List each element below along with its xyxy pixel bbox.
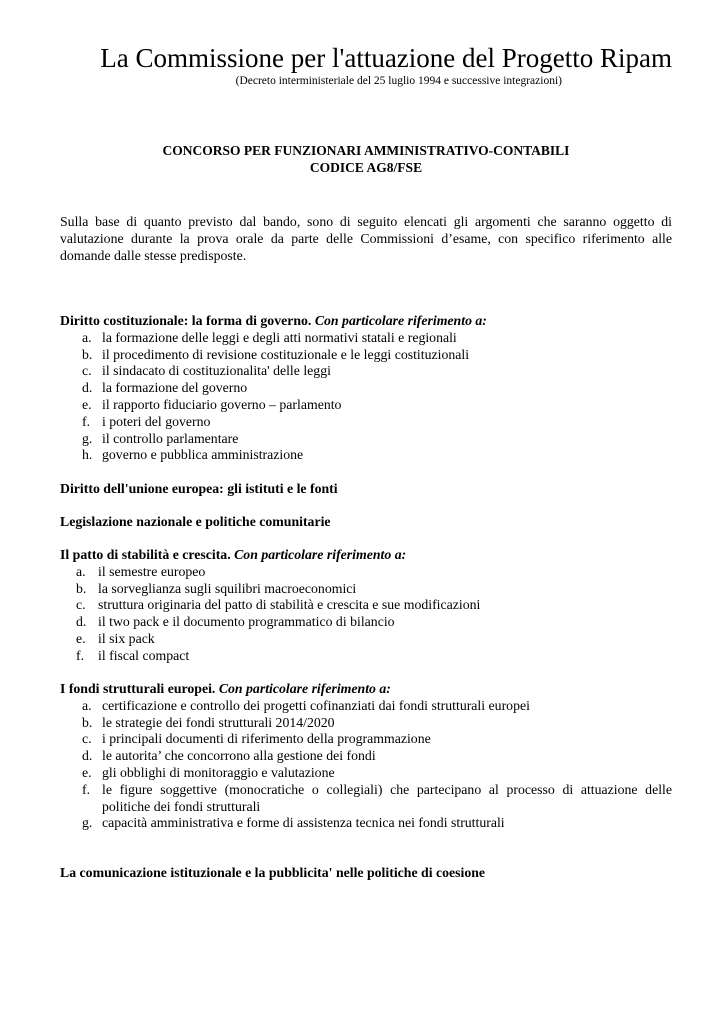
item-text: i poteri del governo (102, 413, 211, 429)
list-item (60, 765, 672, 782)
section-emphasis: Con particolare riferimento a: (314, 313, 487, 328)
section-structural-funds (60, 681, 672, 832)
topic-list (60, 330, 672, 464)
list-item (60, 330, 672, 347)
item-text: la sorveglianza sugli squilibri macroeconomici (98, 580, 357, 596)
list-item (60, 431, 672, 448)
item-text: il semestre europeo (98, 563, 206, 579)
intro-paragraph (60, 213, 672, 264)
item-text: il six pack (98, 630, 155, 646)
list-item (60, 363, 672, 380)
section-heading (60, 547, 672, 564)
list-item (60, 631, 672, 648)
item-letter: d. (76, 614, 87, 630)
list-item (60, 564, 672, 581)
item-text: le autorita’ che concorrono alla gestione dei fondi (102, 748, 376, 764)
list-item (60, 597, 672, 614)
list-item (60, 347, 672, 364)
section-title: La comunicazione istituzionale e la pubblicita' nelle politiche di coesione (60, 865, 486, 880)
section-title: Diritto costituzionale: la forma di governo. (60, 313, 312, 328)
contest-heading (60, 142, 672, 176)
item-text: governo e pubblica amministrazione (102, 447, 304, 463)
item-text: i principali documenti di riferimento della programmazione (102, 731, 431, 747)
item-letter: e. (82, 764, 92, 780)
item-text: il fiscal compact (98, 647, 190, 663)
section-constitutional-law (60, 313, 672, 464)
item-letter: c. (82, 363, 92, 379)
item-letter: d. (82, 380, 93, 396)
contest-name: CONCORSO PER FUNZIONARI AMMINISTRATIVO-CONTABILI (162, 143, 570, 158)
item-letter: d. (82, 748, 93, 764)
item-text: certificazione e controllo dei progetti cofinanziati dai fondi strutturali europei (102, 697, 530, 713)
item-letter: f. (76, 647, 85, 663)
item-text: il rapporto fiduciario governo – parlamento (102, 396, 342, 412)
page-title: La Commissione per l'attuazione del Progetto Ripam (100, 43, 672, 73)
list-item (60, 698, 672, 715)
item-text: gli obblighi di monitoraggio e valutazione (102, 764, 335, 780)
list-item (60, 581, 672, 598)
list-item (60, 748, 672, 765)
item-text: il procedimento di revisione costituzionale e le leggi costituzionali (102, 346, 470, 362)
item-letter: g. (82, 430, 93, 446)
item-letter: e. (82, 396, 92, 412)
topic-list (60, 564, 672, 665)
intro-line: valutazione durante la prova orale da parte delle Commissioni d’esame, con specifico riferimento alle (60, 231, 672, 246)
item-text: il sindacato di costituzionalita' delle leggi (102, 363, 331, 379)
item-text: struttura originaria del patto di stabilità e crescita e sue modificazioni (98, 597, 481, 613)
item-letter: b. (82, 714, 93, 730)
item-letter: c. (76, 597, 86, 613)
page-subtitle: (Decreto interministeriale del 25 luglio 1994 e successive integrazioni) (235, 75, 562, 87)
item-letter: c. (82, 731, 92, 747)
list-item (60, 731, 672, 748)
section-emphasis: Con particolare riferimento a: (218, 681, 391, 696)
item-text: capacità amministrativa e forme di assistenza tecnica nei fondi strutturali (102, 815, 505, 831)
intro-line: domande dalle stesse predisposte. (60, 248, 247, 263)
item-letter: a. (82, 329, 92, 345)
section-heading (60, 681, 672, 698)
list-item (60, 815, 672, 832)
item-letter: a. (76, 563, 86, 579)
item-letter: g. (82, 815, 93, 831)
item-letter: b. (82, 346, 93, 362)
section-heading (60, 313, 672, 330)
section-emphasis: Con particolare riferimento a: (234, 547, 407, 562)
item-letter: f. (82, 413, 91, 429)
list-item (60, 380, 672, 397)
item-text: il controllo parlamentare (102, 430, 239, 446)
item-text: le strategie dei fondi strutturali 2014/2020 (102, 714, 335, 730)
section-institutional-communication (60, 865, 672, 882)
intro-line: Sulla base di quanto previsto dal bando, sono di seguito elencati gli argomenti che saranno oggetto di (60, 214, 672, 229)
item-text: le figure soggettive (monocratiche o collegiali) che partecipano al processo di attuazione delle (102, 781, 672, 797)
item-text: la formazione delle leggi e degli atti normativi statali e regionali (102, 329, 457, 345)
section-eu-law (60, 481, 672, 498)
topic-list (60, 698, 672, 832)
item-letter: h. (82, 447, 93, 463)
item-letter: e. (76, 630, 86, 646)
list-item (60, 614, 672, 631)
item-text: il two pack e il documento programmatico di bilancio (98, 614, 395, 630)
list-item (60, 414, 672, 431)
list-item (60, 397, 672, 414)
item-text: la formazione del governo (102, 380, 248, 396)
item-letter: b. (76, 580, 87, 596)
section-title: Legislazione nazionale e politiche comunitarie (60, 514, 331, 529)
section-title: Diritto dell'unione europea: gli istituti e le fonti (60, 481, 338, 496)
list-item (60, 782, 672, 816)
item-letter: f. (82, 781, 91, 797)
list-item (60, 447, 672, 464)
list-item (60, 648, 672, 665)
section-stability-pact (60, 547, 672, 665)
section-national-legislation (60, 514, 672, 531)
section-title: Il patto di stabilità e crescita. (60, 547, 231, 562)
item-letter: a. (82, 697, 92, 713)
contest-code: CODICE AG8/FSE (309, 160, 423, 175)
item-text-continued: politiche dei fondi strutturali (102, 798, 261, 814)
section-title: I fondi strutturali europei. (60, 681, 216, 696)
list-item (60, 715, 672, 732)
